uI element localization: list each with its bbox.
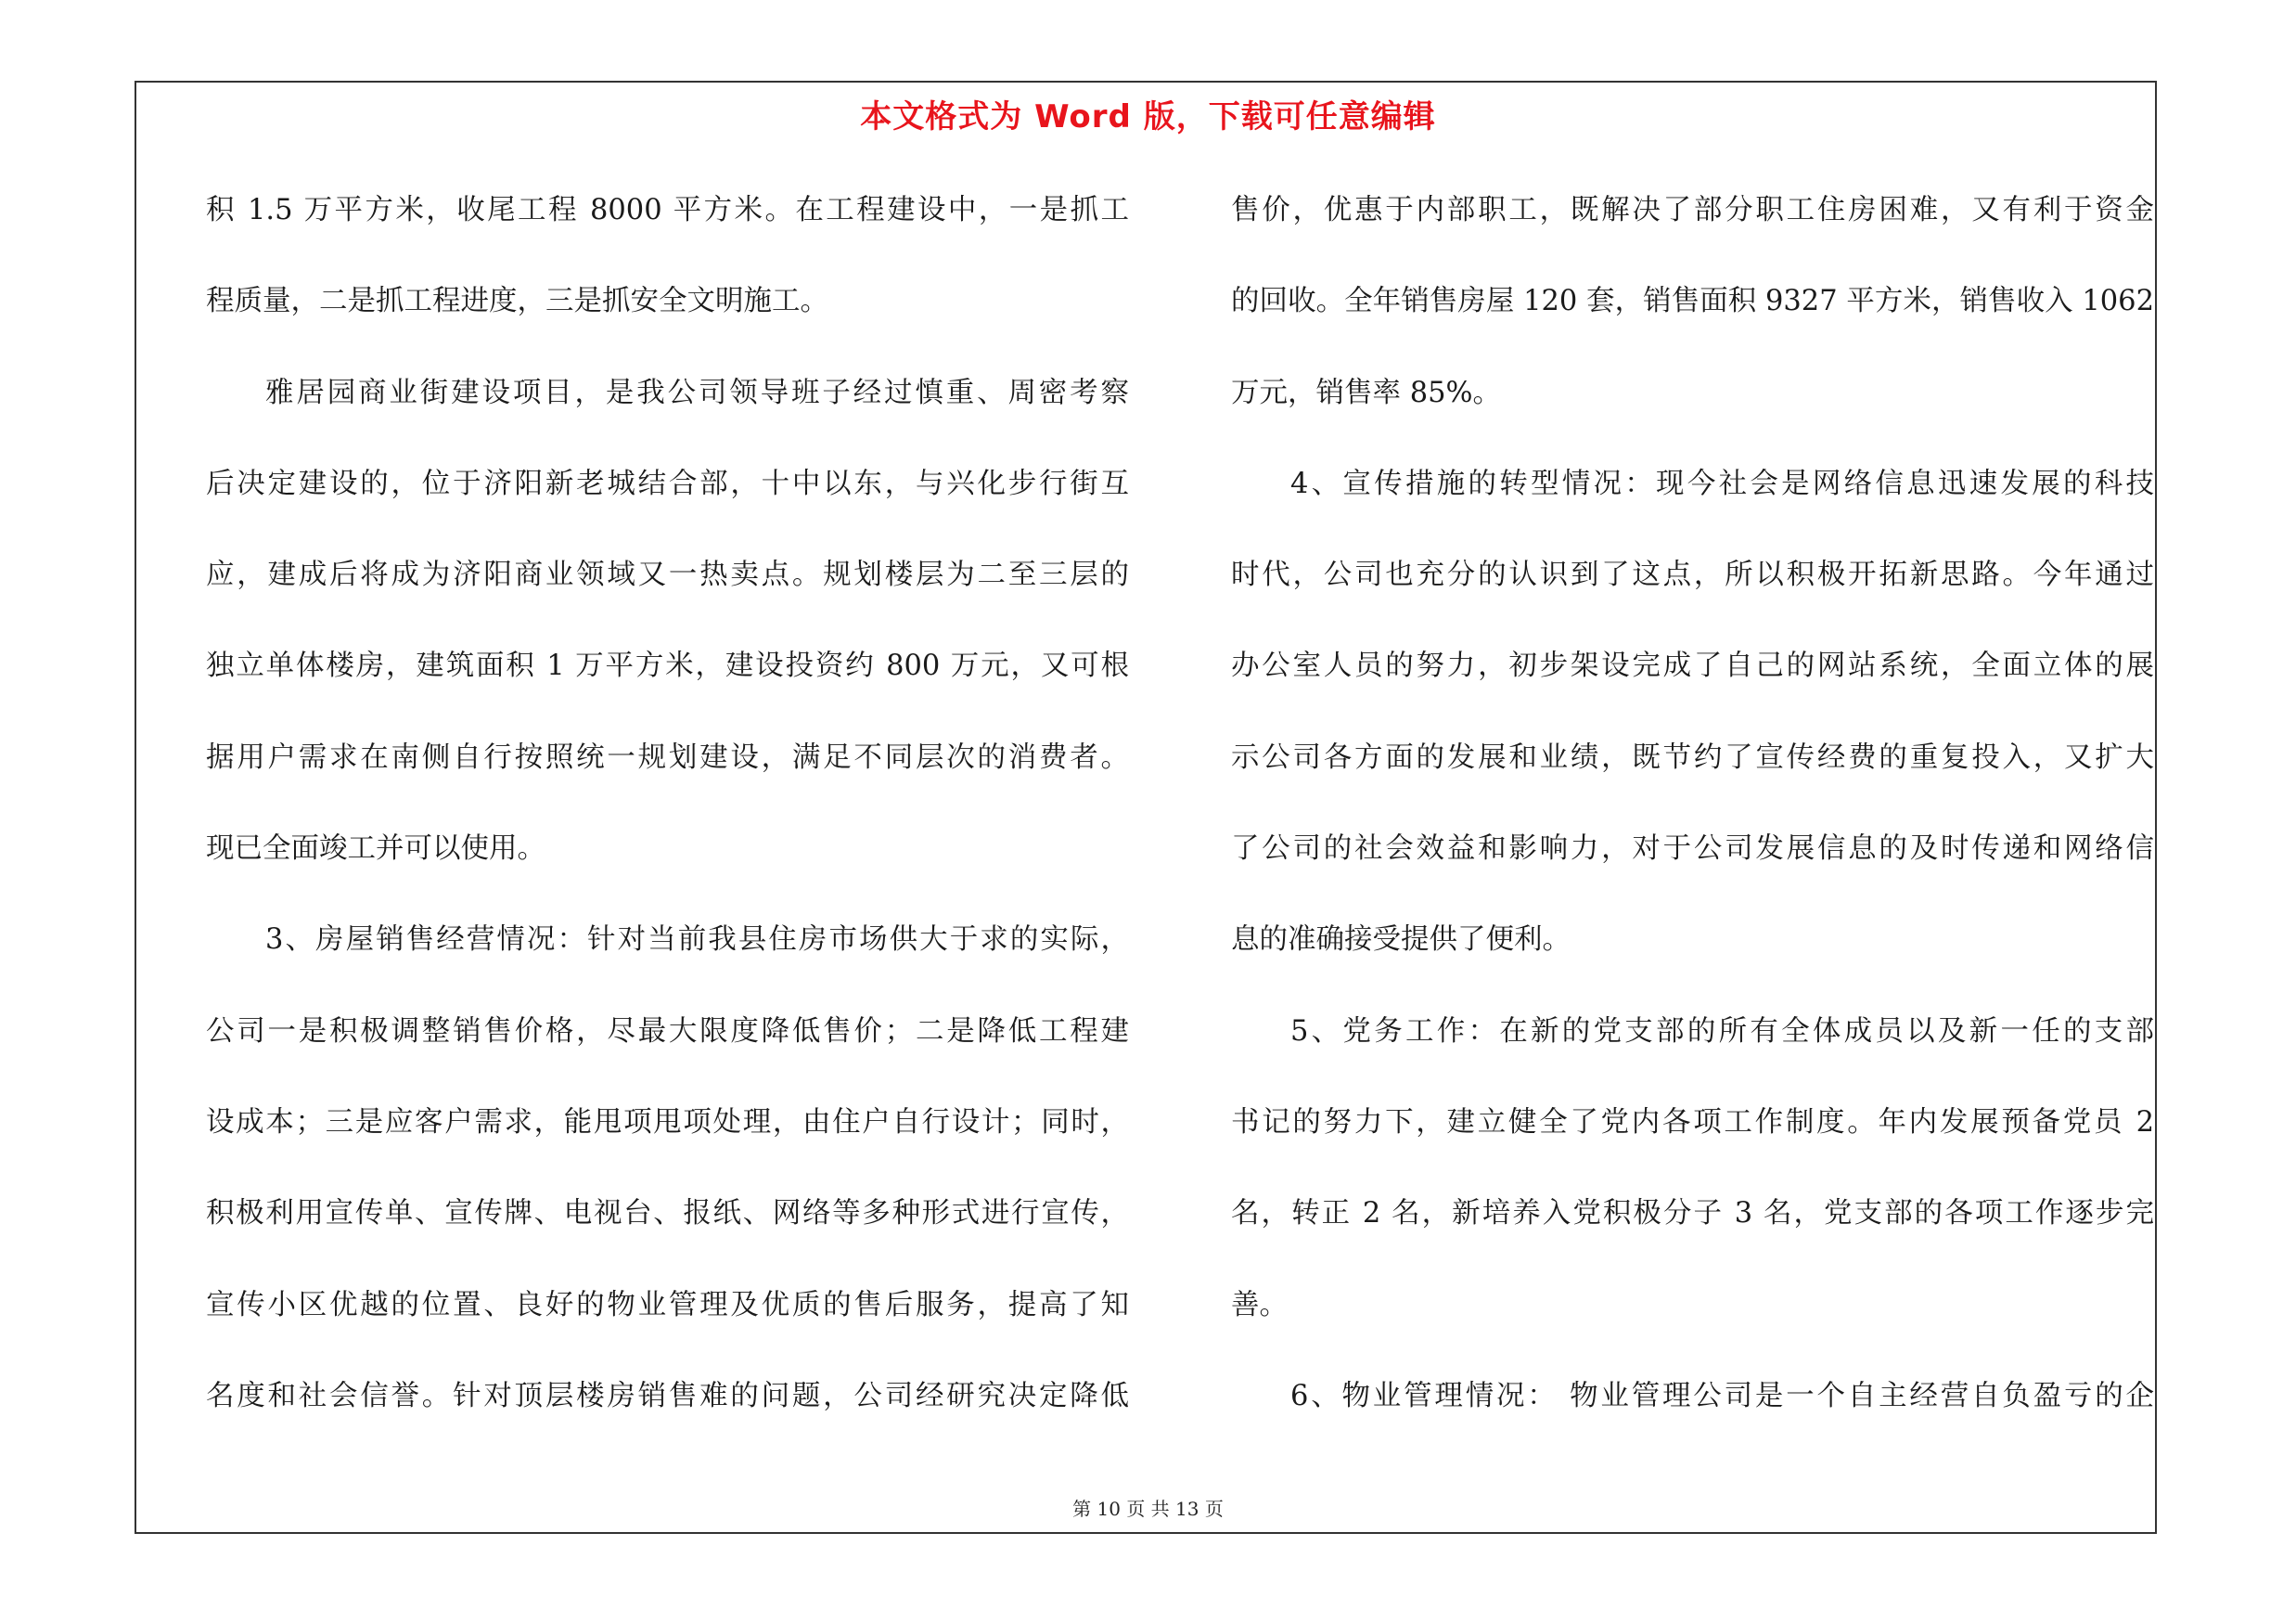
left-column-text-line: 积极利用宣传单、宣传牌、电视台、报纸、网络等多种形式进行宣传， [206, 1197, 1129, 1230]
right-column-text-line: 的回收。全年销售房屋 120 套，销售面积 9327 平方米，销售收入 1062 [1231, 285, 2154, 318]
right-column-text-line: 息的准确接受提供了便利。 [1231, 923, 1571, 957]
page-footer: 第 10 页 共 13 页 [1072, 1498, 1224, 1520]
left-column-text-line: 雅居园商业街建设项目，是我公司领导班子经过慎重、周密考察 [265, 376, 1129, 409]
left-column-text-line: 公司一是积极调整销售价格，尽最大限度降低售价；二是降低工程建 [206, 1014, 1129, 1048]
left-column [206, 185, 1129, 1462]
left-column-text-line: 独立单体楼房，建筑面积 1 万平方米，建设投资约 800 万元，又可根 [206, 650, 1129, 683]
left-column-text-line: 程质量，二是抓工程进度，三是抓安全文明施工。 [206, 285, 828, 318]
left-column-text-line: 现已全面竣工并可以使用。 [206, 832, 545, 866]
right-column-text-line: 时代，公司也充分的认识到了这点，所以积极开拓新思路。今年通过 [1231, 559, 2154, 592]
left-column-text-line: 设成本；三是应客户需求，能甩项甩项处理，由住户自行设计；同时， [206, 1105, 1129, 1139]
right-column-text-line: 5、党务工作：在新的党支部的所有全体成员以及新一任的支部 [1290, 1014, 2154, 1048]
left-column-text-line: 3、房屋销售经营情况：针对当前我县住房市场供大于求的实际， [265, 923, 1129, 957]
right-column-text-line: 示公司各方面的发展和业绩，既节约了宣传经费的重复投入，又扩大 [1231, 741, 2154, 774]
left-column-text-line: 名度和社会信誉。针对顶层楼房销售难的问题，公司经研究决定降低 [206, 1379, 1129, 1412]
left-column-text-line: 据用户需求在南侧自行按照统一规划建设，满足不同层次的消费者。 [206, 741, 1129, 774]
right-column-text-line: 名，转正 2 名，新培养入党积极分子 3 名，党支部的各项工作逐步完 [1231, 1197, 2154, 1230]
left-column-text-line: 后决定建设的，位于济阳新老城结合部，十中以东，与兴化步行街互 [206, 467, 1129, 500]
right-column-text-line: 善。 [1231, 1288, 1288, 1321]
right-column-text-line: 了公司的社会效益和影响力，对于公司发展信息的及时传递和网络信 [1231, 832, 2154, 866]
right-column-text-line: 万元，销售率 85%。 [1231, 376, 1501, 409]
right-column-text-line: 书记的努力下，建立健全了党内各项工作制度。年内发展预备党员 2 [1231, 1105, 2154, 1139]
left-column-text-line: 应，建成后将成为济阳商业领域又一热卖点。规划楼层为二至三层的 [206, 559, 1129, 592]
left-column-text-line: 宣传小区优越的位置、良好的物业管理及优质的售后服务，提高了知 [206, 1288, 1129, 1321]
left-column-text-line: 积 1.5 万平方米，收尾工程 8000 平方米。在工程建设中，一是抓工 [206, 194, 1129, 226]
document-banner: 本文格式为 Word 版，下载可任意编辑 [860, 98, 1436, 135]
right-column-text-line: 售价，优惠于内部职工，既解决了部分职工住房困难，又有利于资金 [1231, 194, 2154, 226]
right-column-text-line: 4、宣传措施的转型情况：现今社会是网络信息迅速发展的科技 [1290, 467, 2154, 500]
right-column-text-line: 办公室人员的努力，初步架设完成了自己的网站系统，全面立体的展 [1231, 650, 2154, 683]
right-column [1231, 185, 2154, 1462]
right-column-text-line: 6、物业管理情况： 物业管理公司是一个自主经营自负盈亏的企 [1290, 1379, 2154, 1412]
